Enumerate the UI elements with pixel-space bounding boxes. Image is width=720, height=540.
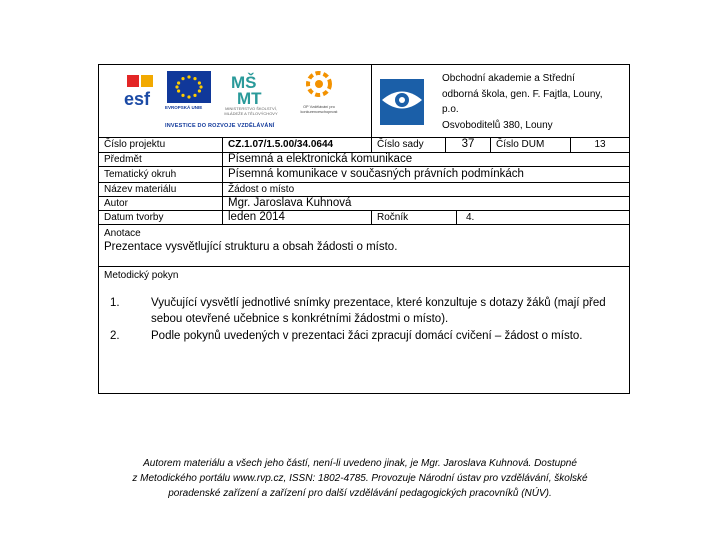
project-label: Číslo projektu <box>99 138 223 152</box>
project-row <box>99 138 629 153</box>
eu-flag-icon <box>167 71 211 103</box>
topic-label: Tematický okruh <box>99 167 223 182</box>
annotation-label: Anotace <box>104 228 141 239</box>
method-label: Metodický pokyn <box>104 270 179 281</box>
method-item-text: Vyučující vysvětlí jednotlivé snímky prezentace, které konzultuje s dotazy žáků (mají před sebou otevřené učebnice s konkrétními žádostmi o místo). <box>151 297 606 325</box>
esf-logo-icon <box>121 71 161 111</box>
annotation-row <box>99 225 629 267</box>
method-row <box>99 267 629 393</box>
subject-label: Předmět <box>99 153 223 166</box>
school-logo-icon <box>372 65 442 138</box>
method-item-text: Podle pokynů uvedených v prezentaci žáci zpracují domácí cvičení – žádost o místo. <box>151 330 583 342</box>
msmt-caption: MINISTERSTVO ŠKOLSTVÍ, MLÁDEŽE A TĚLOVÝCHOVY <box>224 106 278 116</box>
metadata-sheet <box>98 64 630 394</box>
year-label: Ročník <box>372 211 457 224</box>
eu-caption: EVROPSKÁ UNIE <box>165 105 203 110</box>
esf-logo-text: esf <box>124 89 151 109</box>
dum-label: Číslo DUM <box>491 138 571 152</box>
header-row <box>99 65 629 138</box>
method-item <box>104 329 629 345</box>
school-line-3: p.o. <box>442 104 459 115</box>
svg-text:MŠ: MŠ <box>231 73 257 92</box>
footer-line-3: poradenské zařízení a zařízení pro další vzdělávání pedagogických pracovníků (NÚV). <box>168 488 552 499</box>
material-label: Název materiálu <box>99 183 223 196</box>
date-row <box>99 211 629 225</box>
investment-caption: INVESTICE DO ROZVOJE VZDĚLÁVÁNÍ <box>165 123 275 129</box>
footer-line-2: z Metodického portálu www.rvp.cz, ISSN: 1802-4785. Provozuje Národní ústav pro vzdělávání, školské <box>132 473 588 484</box>
author-row <box>99 197 629 211</box>
school-line-4: Osvoboditelů 380, Louny <box>442 119 553 131</box>
msmt-logo-icon <box>229 70 273 106</box>
dum-value: 13 <box>594 139 606 150</box>
svg-text:MT: MT <box>237 89 262 106</box>
annotation-value: Prezentace vysvětlující strukturu a obsah žádosti o místo. <box>104 241 398 253</box>
method-item <box>104 296 629 327</box>
logo-strip <box>99 65 372 138</box>
school-line-1: Obchodní akademie a Střední <box>442 73 575 84</box>
method-list <box>104 296 629 345</box>
topic-row <box>99 167 629 183</box>
school-name <box>442 71 627 133</box>
footer-credits <box>100 456 620 501</box>
method-cell <box>99 267 629 393</box>
subject-value: Písemná a elektronická komunikace <box>228 153 413 165</box>
footer-line-1: Autorem materiálu a všech jeho částí, není-li uvedeno jinak, je Mgr. Jaroslava Kuhnová. Dostupné <box>143 458 577 469</box>
author-label: Autor <box>99 197 223 210</box>
annotation-cell <box>99 225 629 266</box>
school-line-2: odborná škola, gen. F. Fajtla, Louny, <box>442 88 603 100</box>
method-item-number: 1. <box>110 297 120 309</box>
method-item-number: 2. <box>110 330 120 342</box>
op-caption: OP Vzdělávání pro konkurenceschopnost <box>300 105 338 114</box>
set-value: 37 <box>446 138 491 152</box>
project-value: CZ.1.07/1.5.00/34.0644 <box>223 138 372 152</box>
date-label: Datum tvorby <box>99 211 223 224</box>
year-value: 4. <box>466 212 475 223</box>
material-row <box>99 183 629 197</box>
topic-value: Písemná komunikace v současných právních podmínkách <box>228 168 524 180</box>
op-logo-icon <box>299 70 339 102</box>
subject-row <box>99 153 629 167</box>
set-label: Číslo sady <box>372 138 446 152</box>
date-value: leden 2014 <box>223 211 372 224</box>
material-value: Žádost o místo <box>228 184 295 195</box>
author-value: Mgr. Jaroslava Kuhnová <box>228 197 352 209</box>
